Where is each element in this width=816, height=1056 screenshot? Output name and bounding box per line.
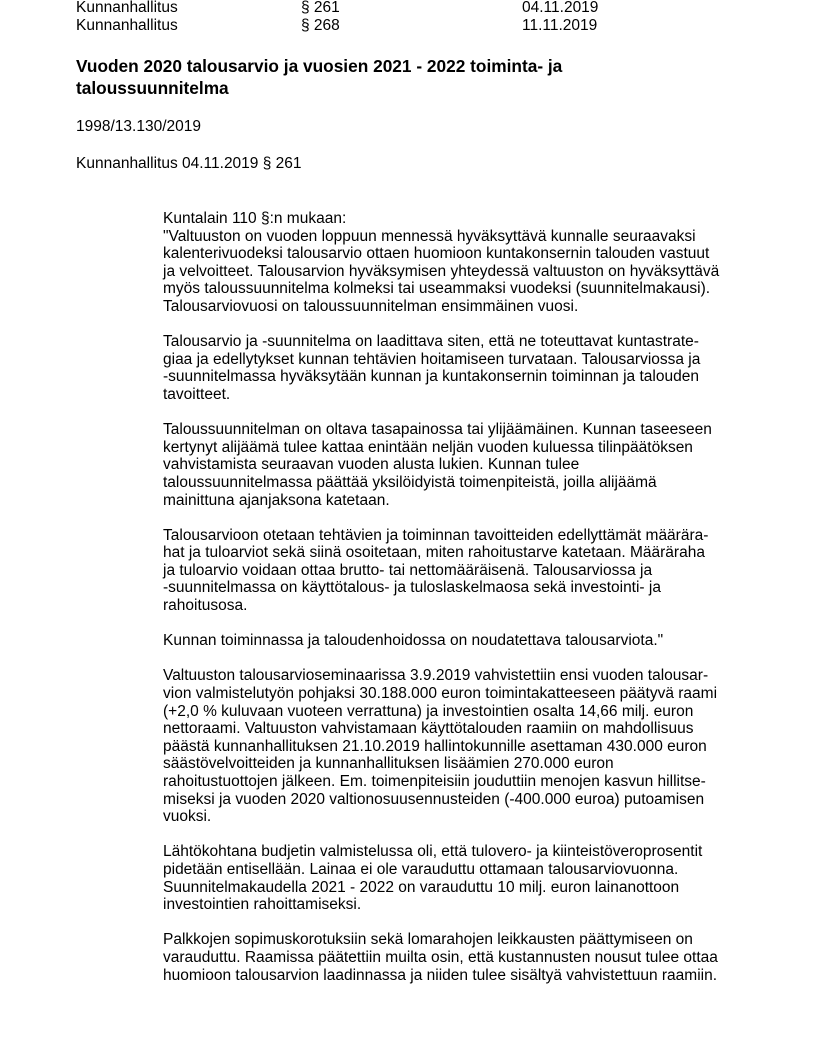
paragraph-line: pidetään entisellään. Lainaa ei ole varauduttu ottamaan talousarviovuonna. — [163, 860, 679, 878]
paragraph-line: vuoksi. — [163, 808, 212, 826]
paragraph-line: vahvistamista seuraavan vuoden alusta lukien. Kunnan tulee — [163, 456, 580, 474]
body-paragraph — [163, 931, 753, 984]
paragraph-line: hat ja tuloarviot sekä siinä osoitetaan, miten rahoitustarve katetaan. Määräraha — [163, 544, 705, 562]
paragraph-line: Palkkojen sopimuskorotuksiin sekä lomarahojen leikkausten päättymiseen on — [163, 931, 693, 949]
header-row-body: Kunnanhallitus — [76, 17, 178, 34]
paragraph-line: huomioon talousarvion laadinnassa ja niiden tulee sisältyä vahvistettuun raamiin. — [163, 966, 718, 984]
body-paragraph — [163, 210, 753, 316]
paragraph-line: ja tuloarvio voidaan ottaa brutto- tai nettomääräisenä. Talousarviossa ja — [163, 561, 653, 579]
paragraph-line: rahoitusosa. — [163, 597, 248, 615]
paragraph-line: Talousarvio ja -suunnitelma on laadittava siten, että ne toteuttavat kuntastrate- — [163, 333, 699, 351]
paragraph-line: investointien rahoittamiseksi. — [163, 896, 362, 914]
document-title — [76, 55, 656, 99]
paragraph-line: päästä kunnanhallituksen 21.10.2019 hallintokunnille asettaman 430.000 euron — [163, 737, 707, 755]
paragraph-line: Taloussuunnitelman on oltava tasapainossa tai ylijäämäinen. Kunnan taseeseen — [163, 421, 712, 439]
paragraph-line: (+2,0 % kuluvaan vuoteen verrattuna) ja investointien osalta 14,66 milj. euron — [163, 702, 694, 720]
header-row-section: § 268 — [301, 17, 340, 34]
header-row-section: § 261 — [301, 0, 340, 16]
header-row-date: 11.11.2019 — [522, 17, 598, 34]
paragraph-line: "Valtuuston on vuoden loppuun mennessä hyväksyttävä kunnalle seuraavaksi — [163, 227, 696, 245]
body-paragraph — [163, 527, 753, 615]
body-paragraph — [163, 421, 753, 509]
paragraph-line: -suunnitelmassa on käyttötalous- ja tuloslaskelmaosa sekä investointi- ja — [163, 579, 661, 597]
header-row — [76, 17, 776, 35]
paragraph-line: Kunnan toiminnassa ja taloudenhoidossa on noudatettava talousarviota." — [163, 632, 664, 650]
record-number: 1998/13.130/2019 — [76, 118, 201, 135]
paragraph-line: mainittuna ajanjaksona katetaan. — [163, 491, 390, 509]
header-row-body: Kunnanhallitus — [76, 0, 178, 16]
paragraph-line: tavoitteet. — [163, 385, 231, 403]
header-row — [76, 0, 776, 17]
paragraph-line: Talousarviovuosi on taloussuunnitelman ensimmäinen vuosi. — [163, 297, 579, 315]
document-body — [163, 210, 753, 1002]
paragraph-line: Lähtökohtana budjetin valmistelussa oli, että tulovero- ja kiinteistöveroprosentit — [163, 843, 703, 861]
paragraph-line: miseksi ja vuoden 2020 valtionosuusennusteiden (-400.000 euroa) putoamisen — [163, 790, 705, 808]
paragraph-line: Kuntalain 110 §:n mukaan: — [163, 210, 347, 227]
title-line: Vuoden 2020 talousarvio ja vuosien 2021 - 2022 toiminta- ja — [76, 56, 563, 76]
paragraph-line: säästövelvoitteiden ja kunnanhallituksen lisäämien 270.000 euron — [163, 755, 614, 773]
meeting-reference: Kunnanhallitus 04.11.2019 § 261 — [76, 155, 302, 172]
title-line: taloussuunnitelma — [76, 78, 229, 98]
paragraph-line: -suunnitelmassa hyväksytään kunnan ja kuntakonsernin toiminnan ja talouden — [163, 368, 699, 386]
body-paragraph — [163, 667, 753, 825]
body-paragraph — [163, 333, 753, 403]
body-paragraph — [163, 843, 753, 913]
paragraph-line: Valtuuston talousarvioseminaarissa 3.9.2019 vahvistettiin ensi vuoden talousar- — [163, 667, 709, 685]
paragraph-line: nettoraami. Valtuuston vahvistamaan käyttötalouden raamiin on mahdollisuus — [163, 720, 694, 738]
paragraph-line: ja velvoitteet. Talousarvion hyväksymisen yhteydessä valtuuston on hyväksyttävä — [163, 262, 720, 280]
paragraph-line: myös taloussuunnitelma kolmeksi tai useammaksi vuodeksi (suunnitelmakausi). — [163, 280, 711, 298]
header-row-date: 04.11.2019 — [522, 0, 599, 16]
paragraph-line: varauduttu. Raamissa päätettiin muilta osin, että kustannusten nousut tulee ottaa — [163, 948, 718, 966]
paragraph-line: kertynyt alijäämä tulee kattaa enintään neljän vuoden kuluessa tilinpäätöksen — [163, 438, 693, 456]
paragraph-line: vion valmistelutyön pohjaksi 30.188.000 euron toimintakatteeseen päätyvä raami — [163, 685, 718, 703]
body-paragraph — [163, 632, 753, 650]
paragraph-line: Suunnitelmakaudella 2021 - 2022 on varauduttu 10 milj. euron lainanottoon — [163, 878, 680, 896]
paragraph-line: Talousarvioon otetaan tehtävien ja toiminnan tavoitteiden edellyttämät määrära- — [163, 526, 709, 544]
paragraph-line: rahoitustuottojen jälkeen. Em. toimenpiteisiin jouduttiin menojen kasvun hillitse- — [163, 773, 706, 790]
paragraph-line: giaa ja edellytykset kunnan tehtävien hoitamiseen turvataan. Talousarviossa ja — [163, 350, 701, 368]
paragraph-line: kalenterivuodeksi talousarvio ottaen huomioon kuntakonsernin talouden vastuut — [163, 245, 710, 263]
paragraph-line: taloussuunnitelmassa päättää yksilöidyistä toimenpiteistä, joilla alijäämä — [163, 473, 657, 491]
